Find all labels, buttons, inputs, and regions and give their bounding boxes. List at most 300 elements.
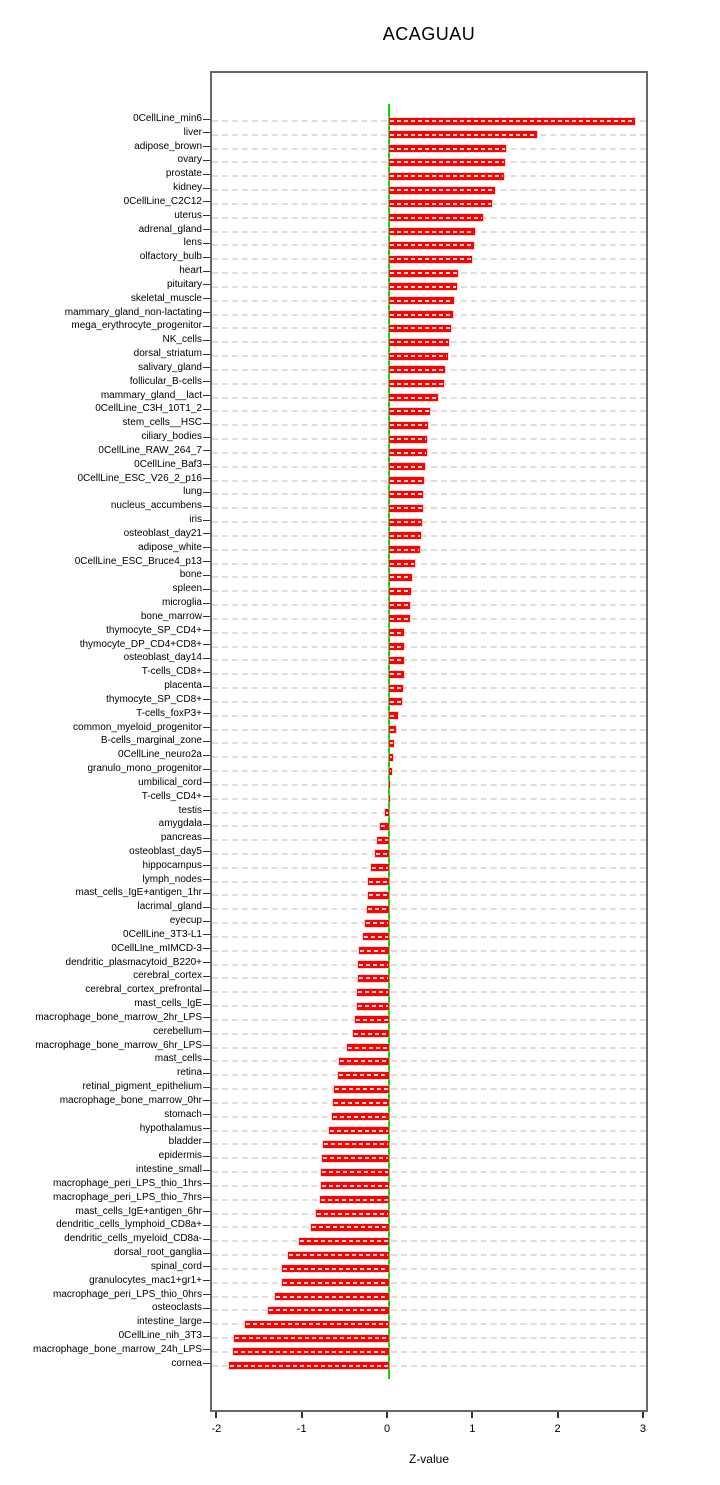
y-tick xyxy=(203,1225,210,1226)
bar xyxy=(389,449,427,456)
bar xyxy=(389,477,424,484)
x-tick-label: 2 xyxy=(554,1423,561,1435)
y-axis-label: mast_cells_IgE xyxy=(134,998,202,1010)
y-tick xyxy=(203,298,210,299)
gridline xyxy=(212,936,646,938)
y-tick xyxy=(203,326,210,327)
y-axis-label: granulocytes_mac1+gr1+ xyxy=(89,1274,202,1286)
y-axis-label: mammary_gland_non-lactating xyxy=(64,306,202,318)
y-tick xyxy=(203,921,210,922)
y-tick xyxy=(203,464,210,465)
y-axis-label: macrophage_bone_marrow_24h_LPS xyxy=(32,1343,202,1355)
bar xyxy=(389,325,451,332)
bar xyxy=(389,187,495,194)
y-axis-label: mast_cells xyxy=(154,1053,202,1065)
y-axis-label: T-cells_CD8+ xyxy=(141,666,202,678)
bar xyxy=(389,685,403,692)
y-axis-label: cerebral_cortex xyxy=(133,970,202,982)
x-tick xyxy=(215,1412,217,1418)
bar xyxy=(389,283,457,290)
y-tick xyxy=(203,990,210,991)
gridline xyxy=(212,659,646,661)
y-axis-label: adipose_brown xyxy=(134,140,202,152)
y-axis-label: 0CellLine_C2C12 xyxy=(123,195,202,207)
gridline xyxy=(212,922,646,924)
y-tick xyxy=(203,865,210,866)
bar xyxy=(389,712,398,719)
gridline xyxy=(212,977,646,979)
bar xyxy=(389,629,404,636)
bar xyxy=(389,311,453,318)
bar xyxy=(322,1155,389,1162)
y-tick xyxy=(203,1156,210,1157)
y-tick xyxy=(203,1128,210,1129)
x-tick xyxy=(557,1412,559,1418)
bar xyxy=(389,546,420,553)
y-tick xyxy=(203,838,210,839)
bar xyxy=(389,270,458,277)
bar xyxy=(389,408,430,415)
bar xyxy=(389,118,635,125)
y-tick xyxy=(203,229,210,230)
y-tick xyxy=(203,741,210,742)
bar xyxy=(389,366,445,373)
gridline xyxy=(212,521,646,523)
gridline xyxy=(212,894,646,896)
bar xyxy=(229,1362,389,1369)
gridline xyxy=(212,1047,646,1049)
y-tick xyxy=(203,1239,210,1240)
gridline xyxy=(212,798,646,800)
gridline xyxy=(212,1254,646,1256)
bar xyxy=(389,145,506,152)
y-tick xyxy=(203,713,210,714)
y-tick xyxy=(203,547,210,548)
y-tick xyxy=(203,879,210,880)
gridline xyxy=(212,701,646,703)
y-tick xyxy=(203,201,210,202)
gridline xyxy=(212,1157,646,1159)
gridline xyxy=(212,742,646,744)
y-tick xyxy=(203,658,210,659)
y-tick xyxy=(203,616,210,617)
gridline xyxy=(212,576,646,578)
y-tick xyxy=(203,409,210,410)
y-axis-label: macrophage_bone_marrow_6hr_LPS xyxy=(35,1039,202,1051)
bar xyxy=(389,574,412,581)
gridline xyxy=(212,729,646,731)
x-tick-label: 1 xyxy=(469,1423,476,1435)
gridline xyxy=(212,1143,646,1145)
bar xyxy=(389,726,396,733)
y-axis-label: thymocyte_SP_CD4+ xyxy=(106,624,202,636)
y-tick xyxy=(203,243,210,244)
x-tick-label: -1 xyxy=(296,1423,307,1435)
y-tick xyxy=(203,174,210,175)
gridline xyxy=(212,493,646,495)
gridline xyxy=(212,604,646,606)
bar xyxy=(389,214,483,221)
gridline xyxy=(212,1240,646,1242)
y-tick xyxy=(203,796,210,797)
gridline xyxy=(212,1116,646,1118)
bar xyxy=(389,228,475,235)
bar xyxy=(275,1293,389,1300)
y-axis-label: 0CellLine_neuro2a xyxy=(118,749,202,761)
gridline xyxy=(212,1005,646,1007)
y-axis-label: dendritic_plasmacytoid_B220+ xyxy=(65,956,202,968)
gridline xyxy=(212,1074,646,1076)
y-axis-label: NK_cells xyxy=(162,334,202,346)
gridline xyxy=(212,466,646,468)
y-axis-label: mast_cells_IgE+antigen_6hr xyxy=(75,1205,202,1217)
bar xyxy=(389,615,410,622)
y-axis-label: spinal_cord xyxy=(150,1260,202,1272)
gridline xyxy=(212,1019,646,1021)
bar xyxy=(359,947,389,954)
bar xyxy=(389,463,425,470)
y-axis-label: iris xyxy=(189,514,202,526)
bar xyxy=(323,1141,389,1148)
gridline xyxy=(212,507,646,509)
y-axis-label: bone_marrow xyxy=(140,610,202,622)
bar xyxy=(357,1003,389,1010)
y-tick xyxy=(203,367,210,368)
y-tick xyxy=(203,1114,210,1115)
gridline xyxy=(212,853,646,855)
bar xyxy=(316,1210,389,1217)
y-tick xyxy=(203,506,210,507)
y-axis-label: mast_cells_IgE+antigen_1hr xyxy=(75,887,202,899)
y-axis-label: epidermis xyxy=(158,1150,202,1162)
y-axis-label: lens xyxy=(183,237,202,249)
gridline xyxy=(212,438,646,440)
gridline xyxy=(212,1060,646,1062)
y-axis-label: uterus xyxy=(174,209,202,221)
y-tick xyxy=(203,948,210,949)
bar xyxy=(353,1030,389,1037)
bar xyxy=(389,657,404,664)
x-tick-label: 3 xyxy=(639,1423,646,1435)
y-axis-label: prostate xyxy=(165,168,202,180)
bar xyxy=(288,1252,389,1259)
y-axis-label: nucleus_accumbens xyxy=(110,500,202,512)
y-axis-label: thymocyte_DP_CD4+CD8+ xyxy=(79,638,202,650)
gridline xyxy=(212,687,646,689)
y-axis-label: 0CellLine_3T3-L1 xyxy=(123,928,202,940)
bar xyxy=(389,740,394,747)
y-axis-label: hypothalamus xyxy=(139,1122,202,1134)
bar xyxy=(320,1196,389,1203)
y-axis-label: granulo_mono_progenitor xyxy=(87,763,202,774)
y-axis-label: hippocampus xyxy=(142,859,202,871)
y-axis-label: lung xyxy=(183,486,202,498)
bar xyxy=(389,159,505,166)
bar xyxy=(389,671,404,678)
y-tick xyxy=(203,1087,210,1088)
y-tick xyxy=(203,284,210,285)
gridline xyxy=(212,715,646,717)
x-axis-title: Z-value xyxy=(408,1452,449,1466)
bar xyxy=(389,643,404,650)
y-tick xyxy=(203,589,210,590)
y-tick xyxy=(203,188,210,189)
bar xyxy=(389,436,427,443)
y-axis-label: follicular_B-cells xyxy=(129,375,202,387)
y-tick xyxy=(203,1197,210,1198)
y-tick xyxy=(203,160,210,161)
y-axis-label: osteoblast_day21 xyxy=(123,527,202,539)
y-tick xyxy=(203,727,210,728)
y-axis-label: retina xyxy=(176,1067,202,1079)
gridline xyxy=(212,964,646,966)
y-axis-label: olfactory_bulb xyxy=(139,251,202,263)
bar xyxy=(321,1182,389,1189)
y-axis-label: retinal_pigment_epithelium xyxy=(82,1081,202,1093)
gridline xyxy=(212,756,646,758)
gridline xyxy=(212,452,646,454)
y-axis-label: umbilical_cord xyxy=(138,776,202,788)
y-tick xyxy=(203,119,210,120)
y-axis-label: pituitary xyxy=(166,278,202,290)
y-tick xyxy=(203,1017,210,1018)
y-axis-label: mega_erythrocyte_progenitor xyxy=(71,320,202,332)
bar xyxy=(339,1058,389,1065)
y-axis-label: thymocyte_SP_CD8+ xyxy=(106,693,202,705)
gridline xyxy=(212,549,646,551)
x-tick xyxy=(386,1412,388,1418)
bar xyxy=(282,1279,389,1286)
bar xyxy=(389,242,474,249)
y-tick xyxy=(203,381,210,382)
y-axis-label: ciliary_bodies xyxy=(141,431,202,443)
gridline xyxy=(212,1268,646,1270)
bar xyxy=(389,339,449,346)
y-tick xyxy=(203,1349,210,1350)
y-tick xyxy=(203,146,210,147)
bar xyxy=(338,1072,389,1079)
gridline xyxy=(212,1199,646,1201)
gridline xyxy=(212,784,646,786)
y-axis-label: macrophage_peri_LPS_thio_7hrs xyxy=(53,1191,202,1203)
y-tick xyxy=(203,575,210,576)
bar xyxy=(368,878,389,885)
gridline xyxy=(212,1282,646,1284)
y-tick xyxy=(203,257,210,258)
y-axis-label: lymph_nodes xyxy=(142,873,202,885)
y-tick xyxy=(203,492,210,493)
y-tick xyxy=(203,423,210,424)
gridline xyxy=(212,867,646,869)
y-tick xyxy=(203,1059,210,1060)
y-axis-label: adrenal_gland xyxy=(138,223,202,235)
y-axis-label: bone xyxy=(179,569,202,581)
y-axis-label: placenta xyxy=(164,680,202,692)
y-tick xyxy=(203,533,210,534)
y-axis-label: common_myeloid_progenitor xyxy=(73,721,202,733)
bar xyxy=(389,394,438,401)
y-tick xyxy=(203,782,210,783)
y-axis-label: liver xyxy=(183,126,202,138)
y-axis-label: T-cells_foxP3+ xyxy=(136,707,202,719)
y-tick xyxy=(203,450,210,451)
gridline xyxy=(212,1102,646,1104)
bar xyxy=(233,1348,389,1355)
y-axis-label: heart xyxy=(179,265,202,277)
gridline xyxy=(212,1226,646,1228)
y-axis-label: 0CellLine_RAW_264_7 xyxy=(98,444,202,456)
y-tick xyxy=(203,561,210,562)
y-axis-label: microglia xyxy=(161,597,202,609)
bar xyxy=(363,933,389,940)
y-axis-label: lacrimal_gland xyxy=(137,901,202,913)
y-axis-label: macrophage_peri_LPS_thio_1hrs xyxy=(53,1177,202,1189)
y-tick xyxy=(203,907,210,908)
y-axis-label: T-cells_CD4+ xyxy=(141,790,202,802)
gridline xyxy=(212,1213,646,1215)
gridline xyxy=(212,991,646,993)
y-axis-label: stomach xyxy=(164,1108,202,1120)
y-tick xyxy=(203,1211,210,1212)
y-axis-label: pancreas xyxy=(160,832,202,844)
y-axis-label: cerebral_cortex_prefrontal xyxy=(85,984,202,996)
y-tick xyxy=(203,644,210,645)
y-axis-label: 0CellLine_ESC_Bruce4_p13 xyxy=(74,555,202,567)
gridline xyxy=(212,535,646,537)
y-axis-label: kidney xyxy=(173,182,202,194)
bar xyxy=(365,920,389,927)
y-tick xyxy=(203,1280,210,1281)
bar xyxy=(389,256,472,263)
y-tick xyxy=(203,437,210,438)
y-tick xyxy=(203,395,210,396)
gridline xyxy=(212,1088,646,1090)
y-tick xyxy=(203,1100,210,1101)
bar xyxy=(389,768,392,775)
y-tick xyxy=(203,520,210,521)
y-axis-label: skeletal_muscle xyxy=(130,292,202,304)
bar xyxy=(389,422,428,429)
y-tick xyxy=(203,686,210,687)
y-tick xyxy=(203,1183,210,1184)
gridline xyxy=(212,812,646,814)
y-tick xyxy=(203,1142,210,1143)
y-axis-label: intestine_small xyxy=(135,1164,202,1176)
y-axis-label: testis xyxy=(178,804,202,816)
y-axis-label: osteoblast_day5 xyxy=(129,845,202,857)
gridline xyxy=(212,1185,646,1187)
y-axis-label: dendritic_cells_lymphoid_CD8a+ xyxy=(56,1219,202,1231)
y-tick xyxy=(203,630,210,631)
bar xyxy=(389,532,421,539)
y-tick xyxy=(203,976,210,977)
bar xyxy=(311,1224,389,1231)
y-tick xyxy=(203,354,210,355)
bar xyxy=(358,975,389,982)
y-axis-label: macrophage_bone_marrow_2hr_LPS xyxy=(35,1011,202,1023)
y-tick xyxy=(203,1045,210,1046)
plot-area xyxy=(210,71,648,1412)
y-tick xyxy=(203,699,210,700)
y-tick xyxy=(203,340,210,341)
bar xyxy=(375,850,389,857)
y-axis-label: cornea xyxy=(171,1357,202,1369)
bar xyxy=(380,823,389,830)
bar xyxy=(389,519,422,526)
y-axis-label: eyecup xyxy=(169,915,202,927)
x-tick xyxy=(471,1412,473,1418)
y-axis-label: salivary_gland xyxy=(138,361,202,373)
bar xyxy=(385,809,389,816)
gridline xyxy=(212,563,646,565)
gridline xyxy=(212,770,646,772)
y-tick xyxy=(203,271,210,272)
bar xyxy=(355,1016,389,1023)
gridline xyxy=(212,1171,646,1173)
y-axis-label: osteoblast_day14 xyxy=(123,652,202,664)
bar xyxy=(358,961,389,968)
y-tick xyxy=(203,478,210,479)
y-tick xyxy=(203,755,210,756)
bar xyxy=(389,781,390,788)
bar xyxy=(332,1113,389,1120)
x-tick xyxy=(301,1412,303,1418)
y-tick xyxy=(203,603,210,604)
y-axis-label: 0CellLIne_mIMCD-3 xyxy=(111,942,202,954)
y-tick xyxy=(203,851,210,852)
y-axis-label: dendritic_cells_myeloid_CD8a- xyxy=(64,1233,202,1245)
y-tick xyxy=(203,1266,210,1267)
gridline xyxy=(212,618,646,620)
bar xyxy=(389,173,504,180)
gridline xyxy=(212,950,646,952)
y-tick xyxy=(203,672,210,673)
y-tick xyxy=(203,1253,210,1254)
bar xyxy=(367,906,389,913)
bar xyxy=(321,1169,389,1176)
y-tick xyxy=(203,1322,210,1323)
bar xyxy=(389,380,444,387)
x-tick-label: 0 xyxy=(383,1423,391,1435)
y-axis-label: 0CellLine_min6 xyxy=(133,113,202,124)
y-tick xyxy=(203,893,210,894)
y-axis-label: spleen xyxy=(172,583,202,595)
y-axis-label: dorsal_striatum xyxy=(133,348,202,360)
gridline xyxy=(212,1033,646,1035)
y-tick xyxy=(203,934,210,935)
bar xyxy=(333,1099,389,1106)
y-axis-label: ovary xyxy=(177,154,202,166)
y-tick xyxy=(203,810,210,811)
bar xyxy=(389,491,423,498)
y-axis-label: amygdala xyxy=(158,818,202,830)
bar xyxy=(389,754,393,761)
bar xyxy=(389,795,390,802)
bar xyxy=(357,989,389,996)
y-tick xyxy=(203,1308,210,1309)
y-tick xyxy=(203,215,210,216)
bar xyxy=(389,353,448,360)
y-tick xyxy=(203,1031,210,1032)
bar xyxy=(329,1127,389,1134)
bar xyxy=(268,1307,389,1314)
y-axis-label: osteoclasts xyxy=(151,1302,202,1314)
x-tick xyxy=(642,1412,644,1418)
y-tick xyxy=(203,1073,210,1074)
bar xyxy=(389,505,423,512)
y-tick xyxy=(203,1363,210,1364)
y-axis-label: cerebellum xyxy=(153,1025,202,1037)
